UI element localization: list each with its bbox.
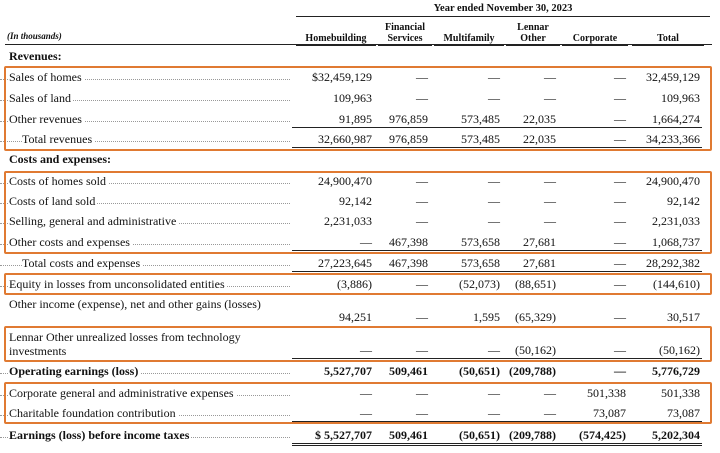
col-header-corporate: Corporate — [562, 33, 628, 46]
col-header-total: Total — [632, 33, 704, 46]
table-cell: 5,776,729 — [652, 364, 700, 378]
table-cell: 2,231,033 — [324, 214, 372, 228]
table-cell: 501,338 — [587, 386, 626, 400]
table-cell: (88,651) — [515, 277, 556, 291]
table-cell: — — [488, 70, 500, 84]
table-cell: — — [614, 364, 626, 378]
table-cell: 22,035 — [506, 110, 556, 129]
table-cell: — — [416, 91, 428, 105]
table-row — [0, 192, 720, 211]
table-row — [0, 426, 720, 445]
table-cell: 467,398 — [378, 254, 428, 273]
table-cell: 573,658 — [434, 254, 500, 273]
table-cell: — — [488, 386, 500, 400]
table-row — [0, 328, 720, 360]
table-cell: — — [416, 194, 428, 208]
table-cell: — — [378, 404, 428, 423]
table-cell: 573,485 — [434, 110, 500, 129]
table-cell: 109,963 — [661, 91, 700, 105]
table-cell: — — [544, 91, 556, 105]
row-label: Selling, general and administrative — [9, 214, 177, 228]
table-cell: — — [614, 70, 626, 84]
table-cell: 34,233,366 — [632, 130, 700, 149]
table-cell: — — [614, 214, 626, 228]
table-cell: (50,162) — [632, 341, 700, 360]
table-cell: — — [434, 404, 500, 423]
table-cell: (65,329) — [515, 310, 556, 324]
table-cell: — — [416, 70, 428, 84]
table-cell: 27,223,645 — [296, 254, 372, 273]
table-cell: 2,231,033 — [652, 214, 700, 228]
table-row — [0, 295, 720, 327]
row-label: Other income (expense), net and other gains (losses) — [9, 297, 261, 311]
table-cell: — — [434, 341, 500, 360]
table-cell: 30,517 — [667, 310, 700, 324]
table-cell: (50,651) — [459, 364, 500, 378]
table-cell: — — [562, 110, 626, 129]
row-label: Corporate general and administrative expenses — [9, 386, 234, 400]
table-cell: 27,681 — [506, 233, 556, 252]
table-cell: — — [544, 194, 556, 208]
table-cell: — — [562, 233, 626, 252]
table-row — [0, 110, 720, 129]
table-cell: — — [488, 194, 500, 208]
row-label: Sales of homes — [9, 70, 82, 84]
col-header-multifamily: Multifamily — [434, 33, 504, 46]
table-cell: 92,142 — [339, 194, 372, 208]
table-cell: 73,087 — [562, 404, 626, 423]
table-cell: — — [416, 277, 428, 291]
table-cell: — — [614, 91, 626, 105]
table-cell: (209,788) — [509, 364, 556, 378]
table-cell: 1,664,274 — [632, 110, 700, 129]
table-cell: $32,459,129 — [312, 70, 372, 84]
table-cell: 1,068,737 — [632, 233, 700, 252]
row-label: Other revenues — [9, 112, 82, 126]
table-cell: 1,595 — [473, 310, 500, 324]
table-cell: — — [614, 310, 626, 324]
table-row — [0, 362, 720, 381]
table-cell: $ 5,527,707 — [296, 426, 372, 445]
table-cell: — — [544, 214, 556, 228]
table-cell: (209,788) — [506, 426, 556, 445]
table-cell: — — [416, 386, 428, 400]
table-cell: 32,459,129 — [646, 70, 700, 84]
row-label: Costs of homes sold — [9, 174, 107, 188]
row-label: Lennar Other unrealized losses from technology investments — [9, 330, 241, 358]
table-cell: 509,461 — [378, 426, 428, 445]
table-cell: — — [416, 174, 428, 188]
table-cell: 976,859 — [378, 130, 428, 149]
table-cell: (574,425) — [562, 426, 626, 445]
table-cell: — — [562, 130, 626, 149]
row-label: Other costs and expenses — [9, 235, 130, 249]
table-cell: — — [614, 277, 626, 291]
col-header-lennar-other: Lennar Other — [506, 22, 560, 46]
table-cell: 24,900,470 — [318, 174, 372, 188]
table-cell: 32,660,987 — [296, 130, 372, 149]
table-cell: (3,886) — [337, 277, 372, 291]
units-note: (In thousands) — [7, 31, 62, 41]
table-row — [0, 233, 720, 252]
year-header: Year ended November 30, 2023 — [296, 3, 710, 17]
table-cell: 467,398 — [378, 233, 428, 252]
table-row — [0, 275, 720, 294]
table-row — [0, 172, 720, 191]
table-cell: — — [488, 91, 500, 105]
table-cell: (50,162) — [506, 341, 556, 360]
table-cell: — — [562, 254, 626, 273]
table-row — [0, 130, 720, 149]
table-row — [0, 384, 720, 403]
table-cell: — — [614, 194, 626, 208]
table-row — [0, 68, 720, 87]
table-cell: — — [378, 341, 428, 360]
table-cell: — — [544, 174, 556, 188]
row-label: Revenues: — [9, 49, 62, 63]
row-label: Operating earnings (loss) — [9, 364, 139, 378]
table-row — [0, 212, 720, 231]
row-label: Costs of land sold — [9, 194, 96, 208]
table-cell: (144,610) — [653, 277, 700, 291]
table-cell: — — [416, 214, 428, 228]
table-cell: 73,087 — [632, 404, 700, 423]
table-cell: 27,681 — [506, 254, 556, 273]
table-cell: — — [296, 233, 372, 252]
table-row — [0, 47, 720, 66]
table-cell: — — [416, 310, 428, 324]
table-row — [0, 89, 720, 108]
row-label: Costs and expenses: — [9, 152, 112, 166]
col-header-homebuilding: Homebuilding — [296, 33, 376, 46]
table-cell: — — [544, 386, 556, 400]
table-cell: 5,202,304 — [632, 426, 700, 445]
row-label: Charitable foundation contribution — [9, 406, 176, 420]
header-rule — [5, 44, 712, 45]
table-cell: 573,485 — [434, 130, 500, 149]
table-cell: — — [562, 341, 626, 360]
table-cell: 94,251 — [339, 310, 372, 324]
table-cell: (52,073) — [459, 277, 500, 291]
table-cell: 22,035 — [506, 130, 556, 149]
table-cell: — — [614, 174, 626, 188]
table-cell: (50,651) — [434, 426, 500, 445]
table-cell: — — [296, 341, 372, 360]
table-cell: — — [296, 404, 372, 423]
row-label: Equity in losses from unconsolidated entities — [9, 277, 225, 291]
row-label: Sales of land — [9, 91, 71, 105]
table-row — [0, 150, 720, 169]
table-cell: 976,859 — [378, 110, 428, 129]
table-cell: — — [506, 404, 556, 423]
table-cell: — — [360, 386, 372, 400]
table-cell: 5,527,707 — [324, 364, 372, 378]
table-cell: 91,895 — [296, 110, 372, 129]
table-cell: 573,658 — [434, 233, 500, 252]
table-cell: 109,963 — [333, 91, 372, 105]
table-row — [0, 404, 720, 423]
table-cell: 28,292,382 — [632, 254, 700, 273]
row-label: Earnings (loss) before income taxes — [9, 428, 190, 442]
table-cell: 24,900,470 — [646, 174, 700, 188]
table-cell: 509,461 — [389, 364, 428, 378]
table-cell: — — [488, 214, 500, 228]
table-cell: — — [544, 70, 556, 84]
col-header-financial-services: Financial Services — [378, 22, 432, 46]
table-cell: 501,338 — [661, 386, 700, 400]
row-label: Total revenues — [22, 132, 93, 146]
table-cell: 92,142 — [667, 194, 700, 208]
table-cell: — — [488, 174, 500, 188]
row-label: Total costs and expenses — [22, 256, 141, 270]
table-row — [0, 254, 720, 273]
